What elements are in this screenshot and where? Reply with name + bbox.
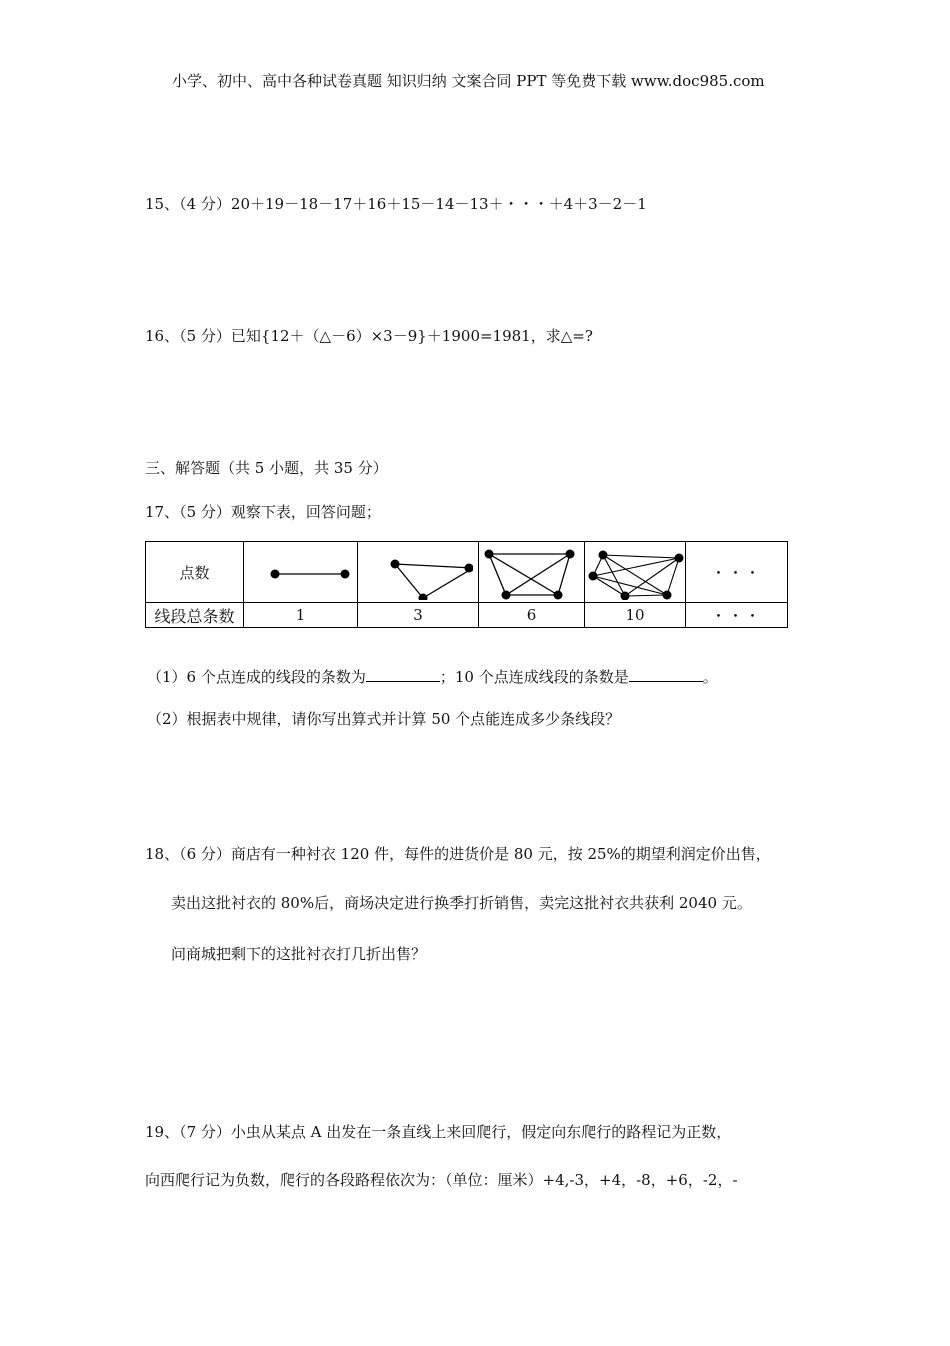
diagram-2-points — [244, 542, 358, 603]
segment-count: 1 — [244, 603, 358, 628]
diagram-5-points — [585, 542, 686, 603]
segment-count: 10 — [585, 603, 686, 628]
points-row — [146, 542, 788, 603]
segment-count-label: 线段总条数 — [146, 603, 244, 628]
segment-count-row — [146, 603, 788, 628]
part-1-text-a: （1）6 个点连成的线段的条数为 — [147, 668, 366, 686]
segment-count: ・・・ — [686, 603, 788, 628]
points-table — [145, 541, 788, 628]
question-17-part-2: （2）根据表中规律，请你写出算式并计算 50 个点能连成多少条线段？ — [147, 710, 621, 728]
question-15: 15、（4 分）20＋19－18－17＋16＋15－14－13＋・・・＋4＋3－2－1 — [145, 195, 647, 213]
question-18-line-2: 卖出这批衬衣的 80%后，商场决定进行换季打折销售，卖完这批衬衣共获利 2040 元。 — [171, 894, 752, 912]
points-label: 点数 — [146, 542, 244, 603]
question-17-part-1 — [147, 666, 718, 687]
question-17-stem: 17、（5 分）观察下表，回答问题； — [145, 503, 381, 521]
question-19-line-2: 向西爬行记为负数，爬行的各段路程依次为：（单位：厘米）+4,-3，+4，-8，+6，-2，- — [145, 1171, 738, 1189]
answer-blank-2[interactable] — [629, 667, 703, 682]
page-header: 小学、初中、高中各种试卷真题 知识归纳 文案合同 PPT 等免费下载 www.doc985.com — [172, 72, 765, 90]
section-3-title: 三、解答题（共 5 小题，共 35 分） — [145, 459, 388, 477]
segment-count: 6 — [479, 603, 585, 628]
ellipsis-cell: ・・・ — [686, 542, 788, 603]
diagram-4-points — [479, 542, 585, 603]
part-1-text-b: ；10 个点连成线段的条数是 — [439, 668, 629, 686]
part-1-text-c: 。 — [702, 668, 718, 686]
question-16: 16、（5 分）已知{12＋（△－6）×3－9}＋1900=1981，求△=? — [145, 327, 593, 345]
segment-count: 3 — [358, 603, 479, 628]
question-18-line-1: 18、（6 分）商店有一种衬衣 120 件，每件的进货价是 80 元，按 25%的期望利润定价出售， — [145, 845, 771, 863]
answer-blank-1[interactable] — [366, 667, 440, 682]
diagram-3-points — [358, 542, 479, 603]
question-19-line-1: 19、（7 分）小虫从某点 A 出发在一条直线上来回爬行，假定向东爬行的路程记为正数， — [145, 1123, 732, 1141]
question-18-line-3: 问商城把剩下的这批衬衣打几折出售？ — [171, 945, 427, 963]
